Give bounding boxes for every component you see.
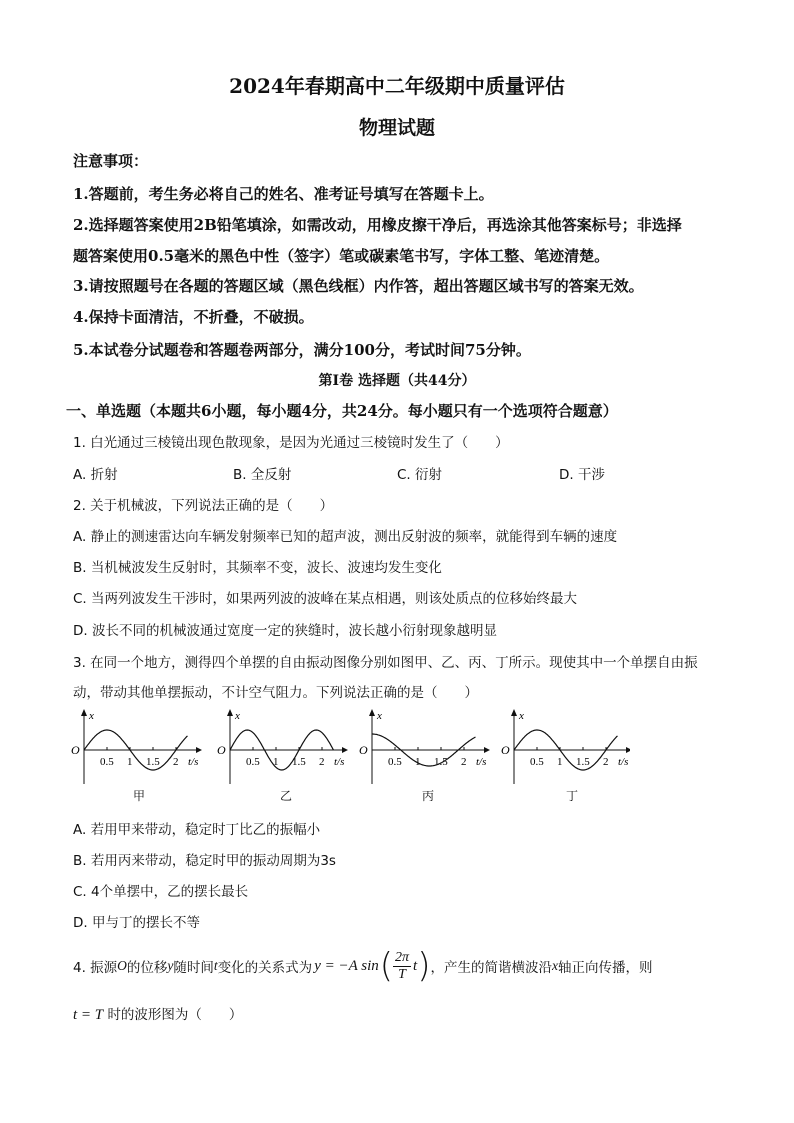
q2-option-c: C. 当两列波发生干涉时，如果两列波的波峰在某点相遇，则该处质点的位移始终最大 [73,591,578,607]
graph-1-tick-label: 2 [319,756,325,768]
q3-graphs-svg [70,708,630,812]
q3-stem-line1: 3. 在同一个地方，测得四个单摆的自由振动图像分别如图甲、乙、丙、丁所示。现使其中一个单摆自由振 [73,655,698,671]
note-item-1: 1.答题前，考生务必将自己的姓名、准考证号填写在答题卡上。 [73,185,494,203]
q1-stem: 1. 白光通过三棱镜出现色散现象，是因为光通过三棱镜时发生了（ ） [73,435,509,451]
note-item-2a: 2.选择题答案使用2B铅笔填涂，如需改动，用橡皮擦干净后，再选涂其他答案标号；非选择 [73,216,682,234]
graph-0-origin-label: O [71,743,80,757]
q4-text-mid3: 变化的关系式为 [217,960,313,976]
q4-line2-eq: t = T [73,1007,104,1023]
graph-3-tick-label: 1.5 [576,756,590,768]
graph-1-tick-label: 1 [273,756,279,768]
graph-1-t-label: t/s [334,756,345,768]
graph-3-origin-label: O [501,743,510,757]
graph-0-tick-label: 1 [127,756,133,768]
note-item-4: 4.保持卡面清洁，不折叠，不破损。 [73,308,314,326]
q4-fraction [393,950,411,983]
q3-option-d: D. 甲与丁的摆长不等 [73,915,200,931]
graph-2-t-label: t/s [476,756,487,768]
graph-2-tick-label: 1.5 [434,756,448,768]
note-item-3: 3.请按照题号在各题的答题区域（黑色线框）内作答，超出答题区域书写的答案无效。 [73,277,644,295]
graph-1-t-arrow [342,747,348,753]
exam-subtitle: 物理试题 [358,117,435,139]
q4-left-paren: ( [379,946,394,986]
note-item-2b: 题答案使用0.5毫米的黑色中性（签字）笔或碳素笔书写，字体工整、笔迹清楚。 [73,247,610,265]
exam-title: 2024年春期高中二年级期中质量评估 [229,74,565,98]
graph-2-t-arrow [484,747,490,753]
q3-stem-line2: 动，带动其他单摆振动，不计空气阻力。下列说法正确的是（ ） [73,685,478,701]
q4-var-y: y [167,958,174,973]
graph-3-x-arrow [511,709,517,716]
graph-3-t-label: t/s [618,756,629,768]
graph-2-tick-label: 2 [461,756,467,768]
graph-3-tick-label: 1 [557,756,563,768]
q4-var-O: O [117,958,127,973]
graph-1-x-arrow [227,709,233,716]
q1-option-a: A. 折射 [73,467,118,483]
graph-3-tick-label: 0.5 [530,756,544,768]
q4-text-mid1: 的位移 [126,960,168,976]
graph-caption-jia: 甲 [133,789,146,803]
q4-right-paren: ) [417,946,431,986]
graph-3 [501,709,630,784]
graph-3-x-label: x [519,710,524,722]
q3-option-c: C. 4个单摆中，乙的摆长最长 [73,884,249,900]
q4-formula-t: t [413,957,418,974]
q4-formula-lhs: y = −A sin [314,957,379,974]
graph-2-x-label: x [377,710,382,722]
graph-0-tick-label: 0.5 [100,756,114,768]
q4-line2-rest: 时的波形图为（ ） [107,1007,243,1023]
graph-3-tick-label: 2 [603,756,609,768]
q4-text-mid4: ，产生的简谐横波沿 [430,960,552,976]
graph-caption-ding: 丁 [566,789,579,803]
q1-option-b: B. 全反射 [233,467,292,483]
q4-text-mid2: 随时间 [173,960,214,976]
q4-var-x: x [551,958,558,973]
q3-option-a: A. 若用甲来带动，稳定时丁比乙的振幅小 [73,822,321,838]
graph-0-t-arrow [196,747,202,753]
graph-1-tick-label: 1.5 [292,756,306,768]
graph-2-tick-label: 1 [415,756,421,768]
graph-0-x-label: x [89,710,94,722]
q4-frac-den: T [398,966,406,982]
graph-0-x-arrow [81,709,87,716]
q2-stem: 2. 关于机械波，下列说法正确的是（ ） [73,498,334,514]
q4-frac-num: 2π [395,949,410,965]
q3-option-b: B. 若用丙来带动，稳定时甲的振动周期为3s [73,853,336,869]
graph-0-tick-label: 1.5 [146,756,160,768]
q4-stem-line2 [73,1003,242,1024]
q2-option-a: A. 静止的测速雷达向车辆发射频率已知的超声波，测出反射波的频率，就能得到车辆的速度 [73,529,618,545]
q1-option-d: D. 干涉 [559,467,605,483]
graph-0-t-label: t/s [188,756,199,768]
graph-2-tick-label: 0.5 [388,756,402,768]
graph-3-t-arrow [626,747,630,753]
q4-text-prefix: 4. 振源 [73,960,118,976]
graph-1-origin-label: O [217,743,226,757]
part-title: 第Ⅰ卷 选择题（共44分） [318,373,476,389]
graph-1 [217,709,348,784]
graph-2-x-arrow [369,709,375,716]
q4-text-suffix: 轴正向传播，则 [557,960,653,976]
q3-oscillation-graphs [70,708,630,812]
graph-caption-bing: 丙 [422,789,435,803]
graph-1-tick-label: 0.5 [246,756,260,768]
q4-var-t: t [213,958,218,973]
graph-caption-yi: 乙 [280,789,293,803]
note-item-5: 5.本试卷分试题卷和答题卷两部分，满分100分，考试时间75分钟。 [73,341,531,359]
graph-1-x-label: x [235,710,240,722]
q2-option-d: D. 波长不同的机械波通过宽度一定的狭缝时，波长越小衍射现象越明显 [73,623,497,639]
graph-0-tick-label: 2 [173,756,179,768]
q2-option-b: B. 当机械波发生反射时，其频率不变，波长、波速均发生变化 [73,560,442,576]
q1-option-c: C. 衍射 [397,467,443,483]
q4-stem-line1 [73,948,652,984]
section-heading: 一、单选题（本题共6小题，每小题4分，共24分。每小题只有一个选项符合题意） [66,402,618,420]
graph-2 [359,709,490,784]
notes-heading: 注意事项： [73,152,149,170]
graph-0 [71,709,202,784]
graph-2-origin-label: O [359,743,368,757]
